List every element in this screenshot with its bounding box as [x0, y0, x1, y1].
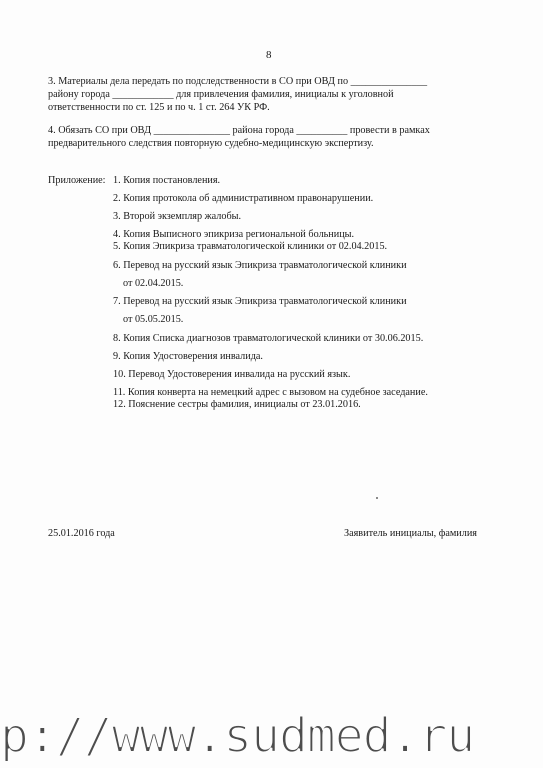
appendix-item: 11. Копия конверта на немецкий адрес с вызовом на судебное заседание. [113, 387, 428, 398]
page-number: 8 [266, 49, 272, 61]
item4-line2: предварительного следствия повторную судебно-медицинскую экспертизу. [48, 138, 374, 149]
appendix-item: 7. Перевод на русский язык Эпикриза травматологической клиники [113, 296, 407, 307]
appendix-item-continuation: от 02.04.2015. [123, 278, 184, 289]
item3-line3: ответственности по ст. 125 и по ч. 1 ст. 264 УК РФ. [48, 102, 270, 113]
appendix-item: 12. Пояснение сестры фамилия, инициалы от 23.01.2016. [113, 399, 361, 410]
item3-line2: району города ____________ для привлечения фамилия, инициалы к уголовной [48, 89, 394, 100]
appendix-label: Приложение: [48, 175, 106, 186]
appendix-item: 8. Копия Списка диагнозов травматологической клиники от 30.06.2015. [113, 333, 424, 344]
appendix-item-continuation: от 05.05.2015. [123, 314, 184, 325]
item4-line1: 4. Обязать СО при ОВД _______________ района города __________ провести в рамках [48, 125, 430, 136]
appendix-item: 3. Второй экземпляр жалобы. [113, 211, 242, 222]
appendix-item: 2. Копия протокола об административном правонарушении. [113, 193, 374, 204]
item3-line1: 3. Материалы дела передать по подследственности в СО при ОВД по _______________ [48, 76, 428, 87]
appendix-item: 4. Копия Выписного эпикриза региональной больницы. [113, 229, 355, 240]
appendix-item: 9. Копия Удостоверения инвалида. [113, 351, 263, 362]
applicant-signature: Заявитель инициалы, фамилия [344, 528, 477, 539]
appendix-item: 6. Перевод на русский язык Эпикриза травматологической клиники [113, 260, 407, 271]
appendix-item: 1. Копия постановления. [113, 175, 221, 186]
appendix-item: 10. Перевод Удостоверения инвалида на русский язык. [113, 369, 351, 380]
scan-speck [376, 497, 378, 499]
watermark: p://www.sudmed.ru [0, 708, 475, 764]
appendix-item: 5. Копия Эпикриза травматологической клиники от 02.04.2015. [113, 241, 388, 252]
document-date: 25.01.2016 года [48, 528, 115, 539]
